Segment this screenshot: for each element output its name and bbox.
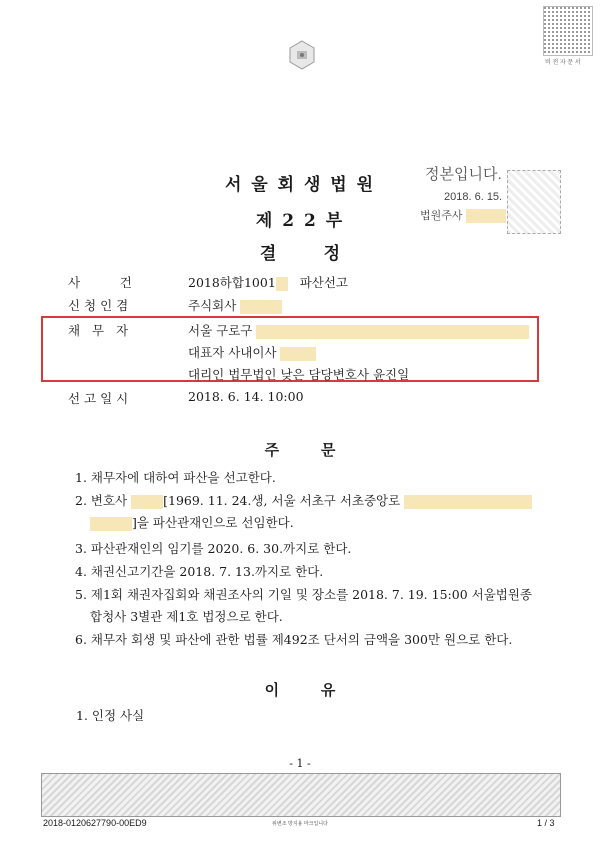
reason-heading: 이 유: [264, 681, 336, 699]
debtor-label: 채 무 자: [68, 323, 129, 338]
redacted-case-num: [276, 277, 288, 291]
redacted-trustee-name: [131, 495, 163, 509]
redacted-company-name: [240, 300, 282, 314]
order-item-3: 3. 파산관재인의 임기를 2020. 6. 30.까지로 한다.: [75, 541, 352, 556]
order-item-2: 2. 변호사 [1969. 11. 24.생, 서울 서초구 서초중앙로: [75, 491, 532, 509]
qr-code: [543, 6, 593, 56]
applicant-value: 주식회사: [188, 296, 282, 314]
redacted-trustee-address: [404, 495, 532, 509]
anti-forgery-notice: 위변조 방지용 마크입니다: [272, 821, 328, 827]
order-item-2-cont: ]을 파산관재인으로 선임한다.: [90, 513, 294, 531]
qr-caption: 비 전 자 문 서: [545, 60, 581, 66]
page-number: - 1 -: [289, 757, 311, 770]
applicant-label: 신 청 인 겸: [68, 298, 129, 313]
certified-date: 2018. 6. 15.: [444, 191, 503, 203]
document-id: 2018-0120627790-00ED9: [43, 818, 147, 828]
official-stamp: [507, 170, 561, 234]
document-type: 결 정: [259, 244, 341, 264]
declaration-label: 선 고 일 시: [68, 391, 129, 406]
division-name: 제 2 2 부: [255, 211, 345, 231]
case-label: 사 건: [68, 275, 132, 290]
court-seal-icon: [287, 40, 317, 70]
case-value: 2018하합1001 파산선고: [188, 275, 349, 290]
order-item-5-cont: 합청사 3별관 제1호 법정으로 한다.: [90, 609, 283, 624]
redacted-address: [256, 325, 529, 339]
certified-copy-label: 정본입니다.: [425, 166, 502, 183]
declaration-value: 2018. 6. 14. 10:00: [188, 389, 304, 404]
court-name: 서 울 회 생 법 원: [224, 175, 376, 195]
redacted-trustee-address-2: [90, 517, 132, 531]
page-count: 1 / 3: [537, 818, 555, 828]
redacted-clerk-name: [466, 209, 506, 223]
debtor-agent: 대리인 법무법인 낮은 담당변호사 윤진일: [188, 367, 410, 382]
anti-forgery-pattern: [41, 773, 561, 817]
order-heading: 주 문: [264, 441, 336, 459]
debtor-representative: 대표자 사내이사: [188, 343, 316, 361]
clerk-label: 법원주사: [420, 207, 506, 223]
order-item-6: 6. 채무자 회생 및 파산에 관한 법률 제492조 단서의 금액을 300만 원으로 한다.: [75, 632, 513, 647]
reason-item-1: 1. 인정 사실: [76, 708, 145, 723]
debtor-address: 서울 구로구: [188, 321, 529, 339]
order-item-4: 4. 채권신고기간을 2018. 7. 13.까지로 한다.: [75, 564, 324, 579]
order-item-5: 5. 제1회 채권자집회와 채권조사의 기일 및 장소를 2018. 7. 19. 15:00 서울법원종: [75, 587, 533, 602]
redacted-rep-name: [280, 347, 316, 361]
order-item-1: 1. 채무자에 대하여 파산을 선고한다.: [75, 470, 276, 485]
